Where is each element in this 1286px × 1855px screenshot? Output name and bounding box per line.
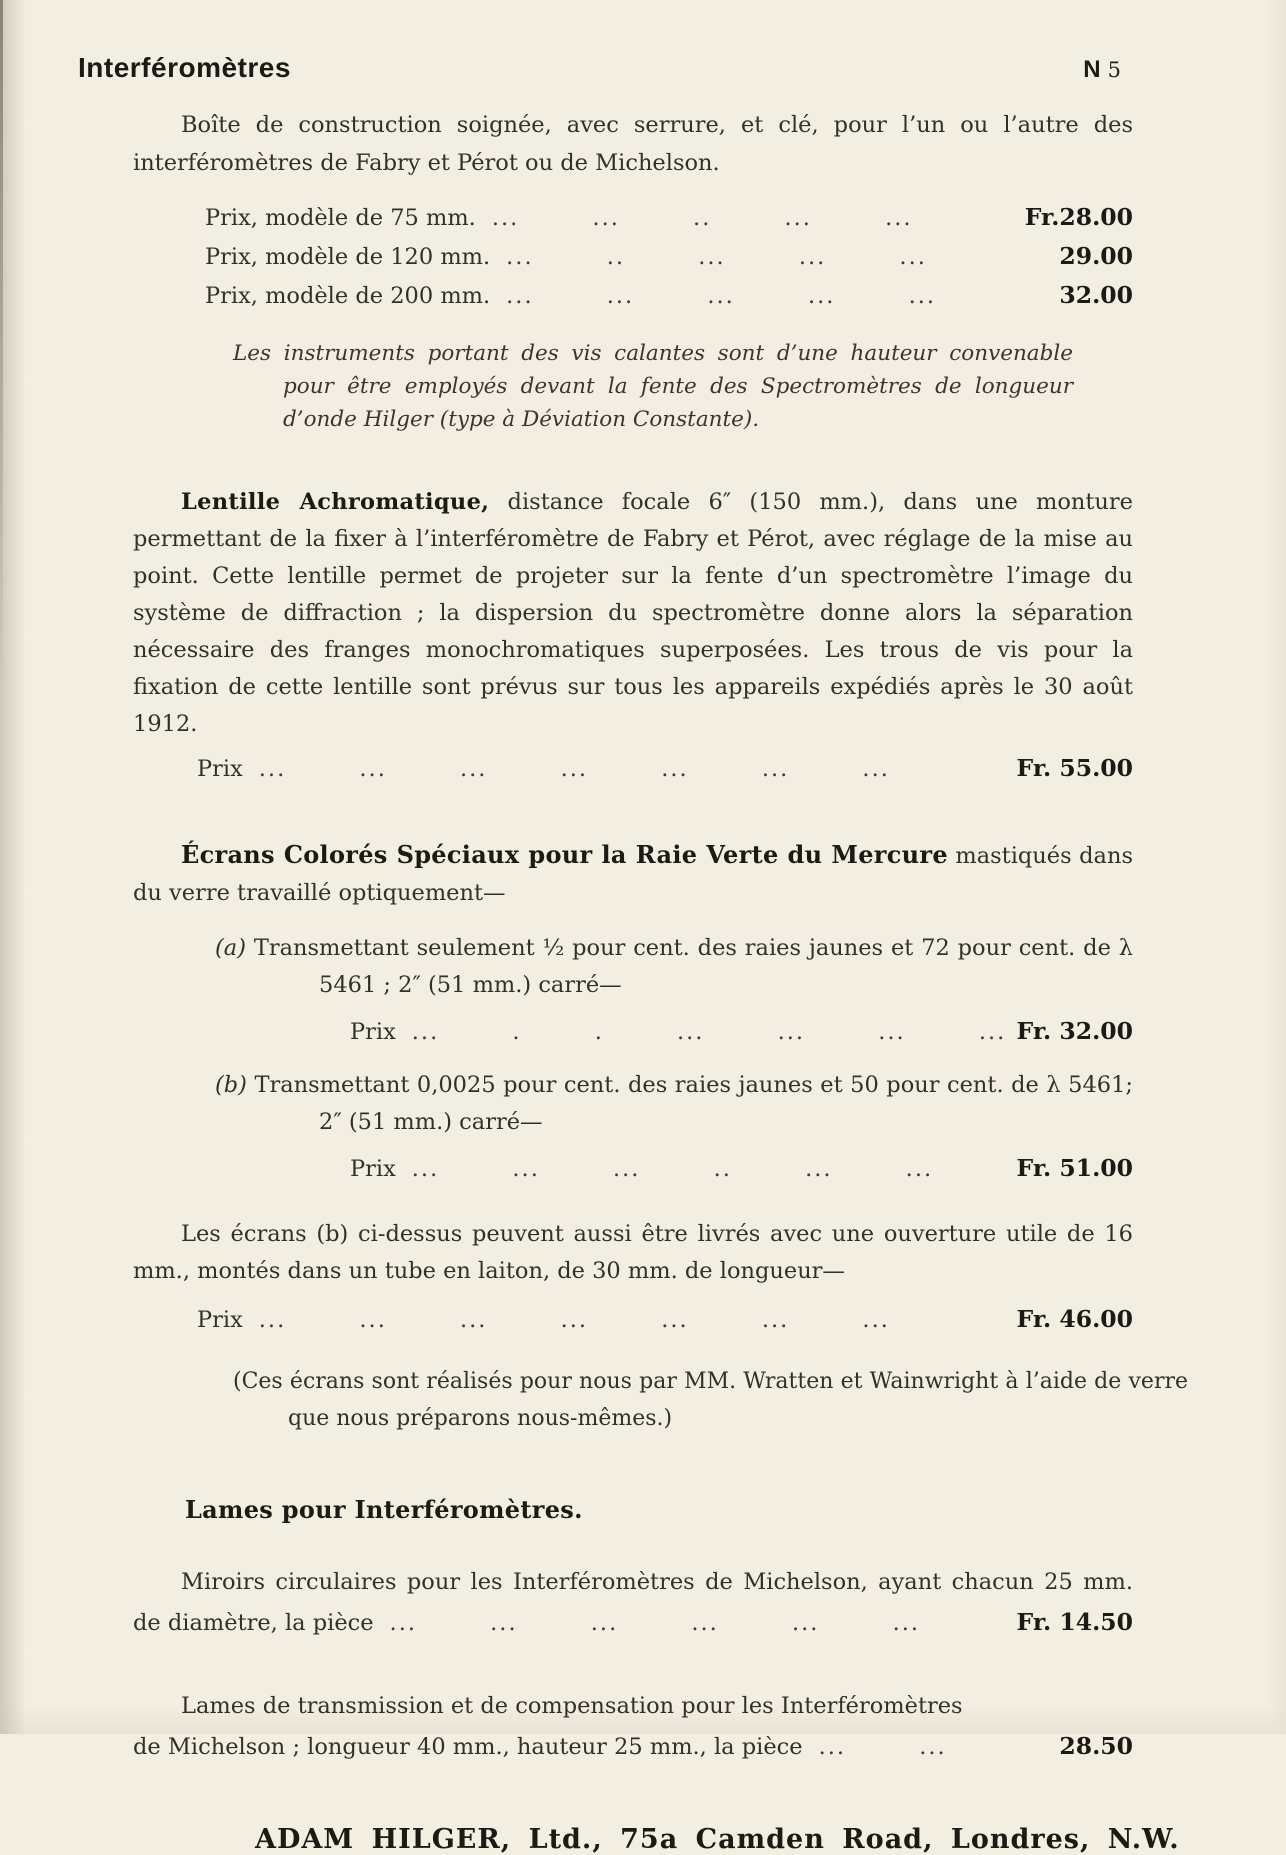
lentille-price-row (197, 749, 1133, 788)
page-body (133, 106, 1188, 1855)
price-value: Fr. 55.00 (1016, 754, 1133, 782)
item-b-description: Transmettant 0,0025 pour cent. des raies jaunes et 50 pour cent. de λ 5461; 2″ (51 mm.) carré— (246, 1072, 1133, 1135)
lames-heading: Lames pour Interféromètres. (185, 1495, 583, 1524)
lentille-product-name: Lentille Achromatique, (181, 489, 490, 515)
dot-leader: ... ... .. ... ... (491, 205, 913, 231)
dot-leader: ... .. ... ... ... (506, 244, 927, 270)
page-title: Interféromètres (78, 52, 291, 83)
page-reference (1083, 56, 1121, 84)
item-a-price-row (350, 1012, 1133, 1051)
price-row-label: Prix, modèle de 200 mm. (205, 283, 491, 309)
dot-leader: ... ... (818, 1734, 947, 1760)
item-b-text (215, 1067, 1133, 1141)
price-value: 29.00 (1059, 242, 1133, 270)
miroirs-price-row (133, 1603, 1133, 1642)
miroirs-block (133, 1564, 1133, 1642)
price-value: Fr. 32.00 (1016, 1017, 1133, 1045)
transmission-line1: Lames de transmission et de compensation pour les Interféromètres (181, 1693, 963, 1719)
price-row (205, 276, 1133, 315)
price-row-label: de Michelson ; longueur 40 mm., hauteur 25 mm., la pièce (133, 1734, 803, 1760)
price-row-label: Prix (350, 1156, 396, 1182)
dot-leader: ... ... ... ... ... ... ... (258, 1307, 890, 1333)
price-row-label: de diamètre, la pièce (133, 1610, 374, 1636)
binding-shadow (0, 0, 3, 694)
tube-price-row (197, 1300, 1133, 1339)
miroirs-line1: Miroirs circulaires pour les Interféromètres de Michelson, ayant chacun 25 mm. (181, 1569, 1133, 1595)
price-value: Fr. 14.50 (1016, 1608, 1133, 1636)
page-ref-number: 5 (1107, 58, 1121, 82)
price-value: 32.00 (1059, 281, 1133, 309)
instruments-note: Les instruments portant des vis calantes sont d’une hauteur convenable pour être employés devant la fente des Spectromètres de longueur d’onde Hilger (type à Déviation Constante). (233, 341, 1073, 432)
box-price-list (133, 198, 1133, 315)
wratten-note: (Ces écrans sont réalisés pour nous par MM. Wratten et Wainwright à l’aide de verre que nous préparons nous-mêmes.) (233, 1369, 1188, 1431)
price-row-label: Prix (197, 756, 243, 782)
dot-leader: ... ... ... ... ... ... (389, 1610, 921, 1636)
price-row-label: Prix (350, 1019, 396, 1045)
item-b-marker: (b) (215, 1072, 247, 1098)
ecrans-item-b (215, 1067, 1133, 1141)
lentille-description: distance focale 6″ (150 mm.), dans une monture permettant de la fixer à l’interféromètre de Fabry et Pérot, avec réglage de la mise au point. Cette lentille permet de projeter sur la fente d’un spectromètre l’image du système de diffraction ; la dispersion du spectromètre donne alors la séparation nécessaire des franges monochromatiques superposées. Les trous de vis pour la fixation de cette lentille sont prévus sur tous les appareils expédiés après le 30 août 1912. (133, 489, 1133, 737)
transmission-price-row (133, 1727, 1133, 1766)
ecrans-item-a (215, 930, 1133, 1004)
dot-leader: ... ... ... ... ... ... ... (258, 756, 890, 782)
page-header (78, 52, 1133, 84)
dot-leader: ... . . ... ... ... ... (411, 1019, 1007, 1045)
transmission-block (133, 1688, 1133, 1766)
price-row-label: Prix, modèle de 75 mm. (205, 205, 476, 231)
item-a-description: Transmettant seulement ½ pour cent. des raies jaunes et 72 pour cent. de λ 5461 ; 2″ (51 mm.) carré— (245, 935, 1133, 998)
page-ref-letter: N (1083, 56, 1101, 83)
price-value: 28.50 (1059, 1732, 1133, 1760)
item-a-marker: (a) (215, 935, 246, 961)
price-row (205, 198, 1133, 237)
tube-paragraph: Les écrans (b) ci-dessus peuvent aussi être livrés avec une ouverture utile de 16 mm., montés dans un tube en laiton, de 30 mm. de longueur— (133, 1221, 1133, 1284)
price-value: Fr.28.00 (1024, 203, 1133, 231)
dot-leader: ... ... ... .. ... ... (411, 1156, 934, 1182)
price-row-label: Prix, modèle de 120 mm. (205, 244, 491, 270)
intro-paragraph: Boîte de construction soignée, avec serrure, et clé, pour l’un ou l’autre des interféromètres de Fabry et Pérot ou de Michelson. (133, 112, 1133, 176)
price-value: Fr. 46.00 (1016, 1305, 1133, 1333)
ecrans-product-name: Écrans Colorés Spéciaux pour la Raie Verte du Mercure (181, 840, 948, 869)
price-row (205, 237, 1133, 276)
price-row-label: Prix (197, 1307, 243, 1333)
ecrans-description: mastiqués dans du verre travaillé optiquement— (133, 843, 1133, 906)
dot-leader: ... ... ... ... ... (506, 283, 937, 309)
item-b-price-row (350, 1149, 1133, 1188)
publisher-footer: ADAM HILGER, Ltd., 75a Camden Road, Londres, N.W. (255, 1824, 1180, 1855)
ecrans-paragraph (133, 836, 1133, 912)
price-value: Fr. 51.00 (1016, 1154, 1133, 1182)
lentille-paragraph (133, 484, 1133, 743)
item-a-text (215, 930, 1133, 1004)
